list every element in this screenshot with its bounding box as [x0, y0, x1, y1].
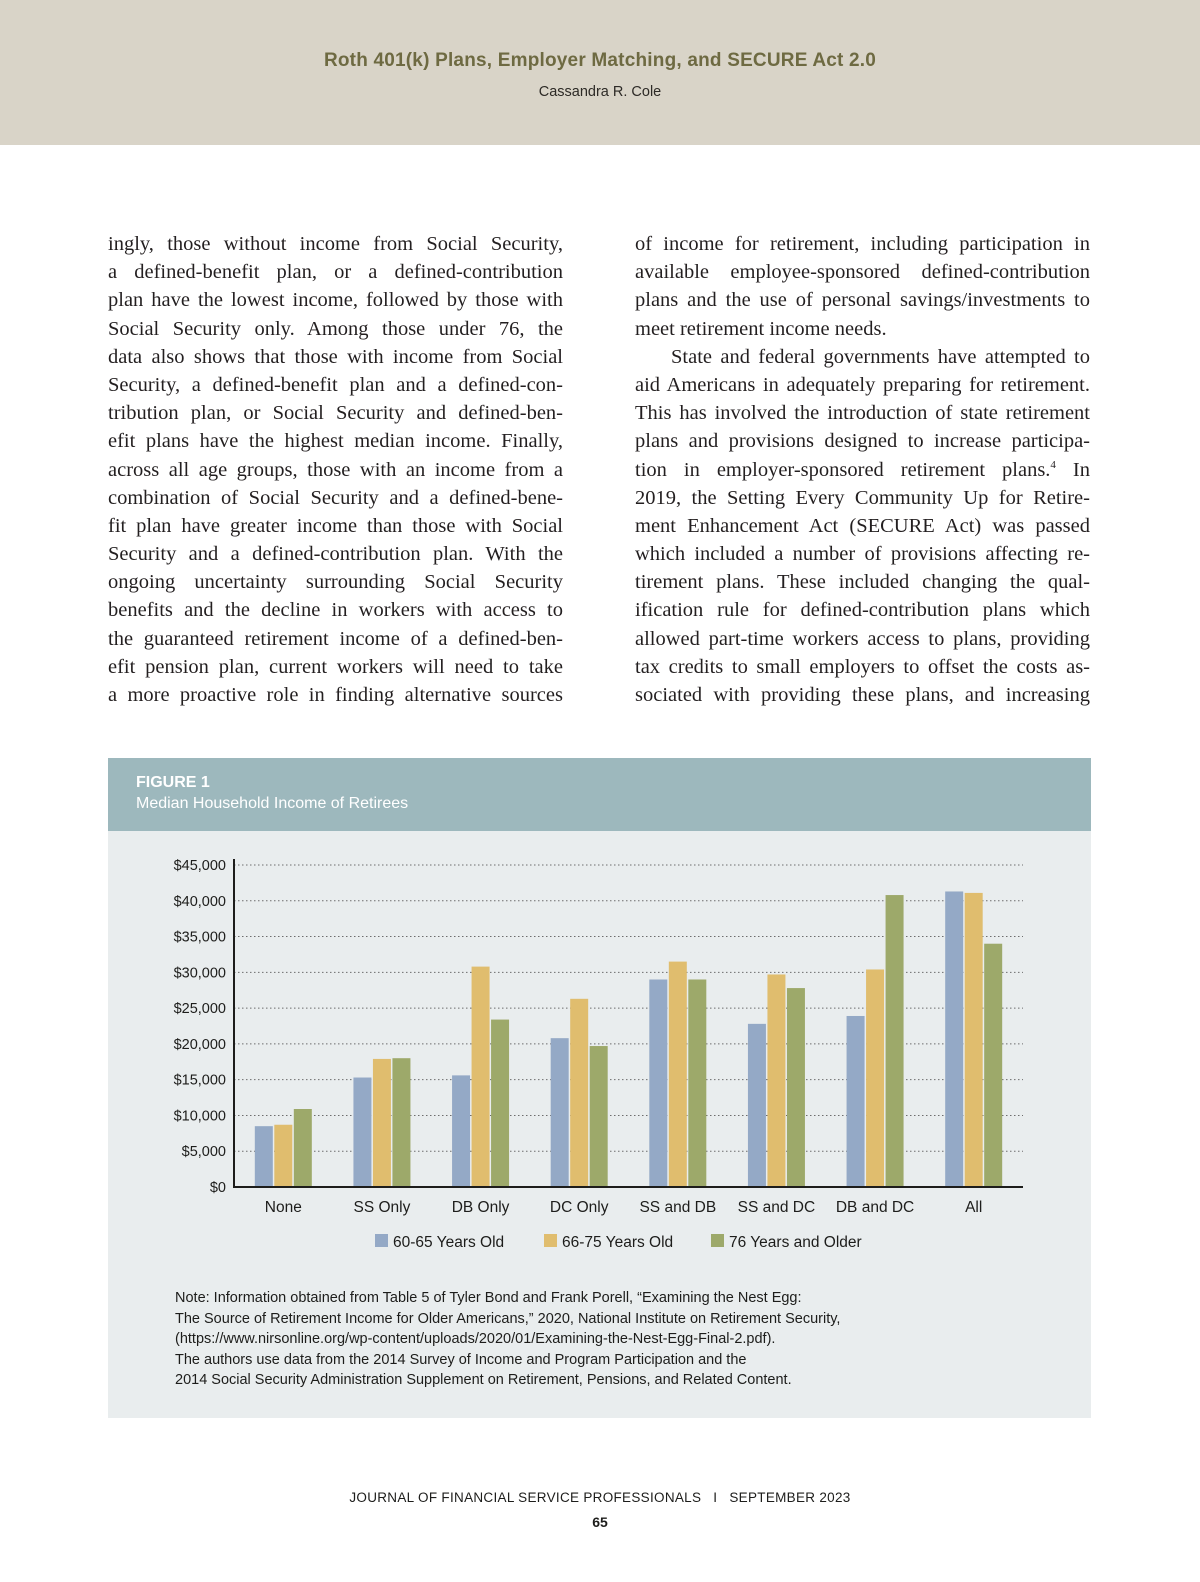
text-line: allowed part-time workers access to plans, providing — [635, 627, 1090, 650]
legend-swatch — [544, 1234, 557, 1247]
text-line-content: tion in employer-sponsored retirement plans. — [635, 458, 1051, 481]
figure-header — [108, 758, 1091, 831]
note-line: The authors use data from the 2014 Survey of Income and Program Participation and the — [175, 1351, 747, 1368]
text-line: available employee-sponsored defined-contribution — [635, 261, 1090, 284]
x-tick-label: DC Only — [549, 1199, 609, 1216]
x-tick-label: DB and DC — [835, 1199, 915, 1216]
bar-66-75-years-old-db-and-dc — [866, 969, 884, 1187]
text-line: tax credits to small employers to offset the costs as- — [635, 655, 1090, 678]
note-line: (https://www.nirsonline.org/wp-content/uploads/2020/01/Examining-the-Nest-Egg-Final-2.pdf). — [175, 1331, 776, 1347]
x-tick-label: DB Only — [451, 1199, 510, 1216]
bar-60-65-years-old-dc-only — [551, 1038, 569, 1187]
text-line: the guaranteed retirement income of a defined-ben- — [108, 627, 563, 650]
bar-76-years-and-older-none — [294, 1109, 312, 1187]
text-line: Social Security only. Among those under 76, the — [108, 317, 563, 340]
text-line: This has involved the introduction of state retirement — [635, 402, 1090, 425]
text-line: benefits and the decline in workers with access to — [108, 599, 563, 622]
bar-76-years-and-older-ss-only — [392, 1058, 410, 1187]
running-author: Cassandra R. Cole — [538, 84, 662, 100]
note-line: Note: Information obtained from Table 5 of Tyler Bond and Frank Porell, “Examining the Nest Egg: — [175, 1290, 802, 1306]
bar-60-65-years-old-all — [945, 891, 963, 1187]
legend-label: 60-65 Years Old — [393, 1234, 505, 1251]
bar-76-years-and-older-ss-and-db — [688, 979, 706, 1187]
text-line: ment Enhancement Act (SECURE Act) was passed — [635, 514, 1090, 537]
text-line — [635, 456, 1090, 484]
text-line: Security and a defined-contribution plan. With the — [108, 543, 563, 566]
y-tick-label: $35,000 — [173, 929, 226, 946]
x-tick-label: SS Only — [353, 1199, 411, 1216]
text-line: Security, a defined-benefit plan and a defined-con- — [108, 373, 563, 396]
figure-note — [175, 1288, 1075, 1391]
text-line: fit plan have greater income than those with Social — [108, 514, 563, 537]
bar-66-75-years-old-ss-only — [373, 1059, 391, 1187]
body-column-right — [635, 230, 1090, 709]
x-tick-label: SS and DB — [639, 1199, 717, 1216]
legend-swatch — [375, 1234, 388, 1247]
y-tick-label: $10,000 — [173, 1108, 226, 1125]
figure-label: FIGURE 1 — [136, 774, 210, 791]
bar-76-years-and-older-db-only — [491, 1020, 509, 1187]
text-line: a defined-benefit plan, or a defined-contribution — [108, 261, 563, 284]
text-line: plans and provisions designed to increase participa- — [635, 430, 1090, 453]
bar-66-75-years-old-dc-only — [570, 999, 588, 1187]
bar-76-years-and-older-ss-and-dc — [787, 988, 805, 1187]
figure-title: Median Household Income of Retirees — [136, 795, 409, 812]
text-line-tail: In — [1072, 458, 1090, 481]
footer-journal-name: JOURNAL OF FINANCIAL SERVICE PROFESSIONALS — [349, 1490, 702, 1505]
legend-label: 76 Years and Older — [729, 1234, 862, 1251]
y-tick-label: $5,000 — [181, 1144, 226, 1161]
running-title: Roth 401(k) Plans, Employer Matching, and SECURE Act 2.0 — [323, 50, 877, 71]
footer — [0, 1490, 1200, 1505]
text-line: ongoing uncertainty surrounding Social Security — [108, 571, 563, 594]
footnote-marker: 4 — [1050, 458, 1056, 471]
legend-swatch — [711, 1234, 724, 1247]
y-tick-label: $40,000 — [173, 893, 226, 910]
y-tick-label: $15,000 — [173, 1072, 226, 1089]
bar-chart — [108, 831, 1091, 1271]
page-number: 65 — [592, 1514, 608, 1530]
figure-1 — [108, 758, 1091, 1418]
footer-separator: I — [713, 1490, 718, 1505]
x-tick-label: SS and DC — [737, 1199, 816, 1216]
x-tick-label: None — [264, 1199, 302, 1216]
bar-66-75-years-old-all — [965, 893, 983, 1187]
text-line: meet retirement income needs. — [635, 317, 887, 340]
bar-60-65-years-old-ss-and-dc — [748, 1024, 766, 1187]
footer-date: SEPTEMBER 2023 — [729, 1490, 851, 1505]
text-line: State and federal governments have attempted to — [671, 345, 1090, 368]
text-line: efit plans have the highest median income. Finally, — [108, 430, 563, 453]
text-line: of income for retirement, including participation in — [635, 233, 1090, 255]
text-line: a more proactive role in finding alternative sources — [108, 684, 563, 706]
y-tick-label: $30,000 — [173, 965, 226, 982]
note-line: 2014 Social Security Administration Supplement on Retirement, Pensions, and Related Content. — [175, 1372, 792, 1388]
bar-76-years-and-older-all — [984, 944, 1002, 1187]
text-line: tribution plan, or Social Security and defined-ben- — [108, 402, 563, 425]
text-line: plan have the lowest income, followed by those with — [108, 289, 563, 312]
bar-66-75-years-old-none — [274, 1125, 292, 1187]
y-tick-label: $45,000 — [173, 858, 226, 874]
text-line: plans and the use of personal savings/investments to — [635, 289, 1090, 312]
bar-60-65-years-old-ss-only — [353, 1078, 371, 1187]
text-line: aid Americans in adequately preparing for retirement. — [635, 373, 1090, 396]
legend-label: 66-75 Years Old — [562, 1234, 674, 1251]
bar-60-65-years-old-db-and-dc — [847, 1016, 865, 1187]
text-line: across all age groups, those with an income from a — [108, 458, 563, 481]
y-tick-label: $20,000 — [173, 1036, 226, 1053]
text-line: sociated with providing these plans, and increasing — [635, 684, 1090, 706]
x-tick-label: All — [965, 1199, 983, 1216]
text-line: ingly, those without income from Social Security, — [108, 233, 563, 255]
bar-66-75-years-old-ss-and-dc — [767, 974, 785, 1187]
text-line: ification rule for defined-contribution plans which — [635, 599, 1090, 622]
note-line: The Source of Retirement Income for Older Americans,” 2020, National Institute on Retirement Security, — [175, 1310, 841, 1327]
text-line: 2019, the Setting Every Community Up for Retire- — [635, 486, 1090, 509]
text-line: efit pension plan, current workers will need to take — [108, 655, 563, 678]
header-band — [0, 0, 1200, 145]
y-tick-label: $0 — [209, 1180, 226, 1196]
bar-76-years-and-older-db-and-dc — [886, 895, 904, 1187]
y-tick-label: $25,000 — [173, 1001, 226, 1018]
bar-60-65-years-old-ss-and-db — [649, 979, 667, 1187]
bar-66-75-years-old-db-only — [472, 967, 490, 1187]
text-line: combination of Social Security and a defined-bene- — [108, 486, 563, 509]
bar-76-years-and-older-dc-only — [590, 1046, 608, 1187]
bar-60-65-years-old-none — [255, 1126, 273, 1187]
bar-66-75-years-old-ss-and-db — [669, 962, 687, 1187]
text-line: which included a number of provisions affecting re- — [635, 543, 1090, 566]
text-line: data also shows that those with income from Social — [108, 345, 563, 368]
bar-60-65-years-old-db-only — [452, 1075, 470, 1187]
body-column-left — [108, 230, 563, 709]
text-line: tirement plans. These included changing the qual- — [635, 571, 1090, 594]
